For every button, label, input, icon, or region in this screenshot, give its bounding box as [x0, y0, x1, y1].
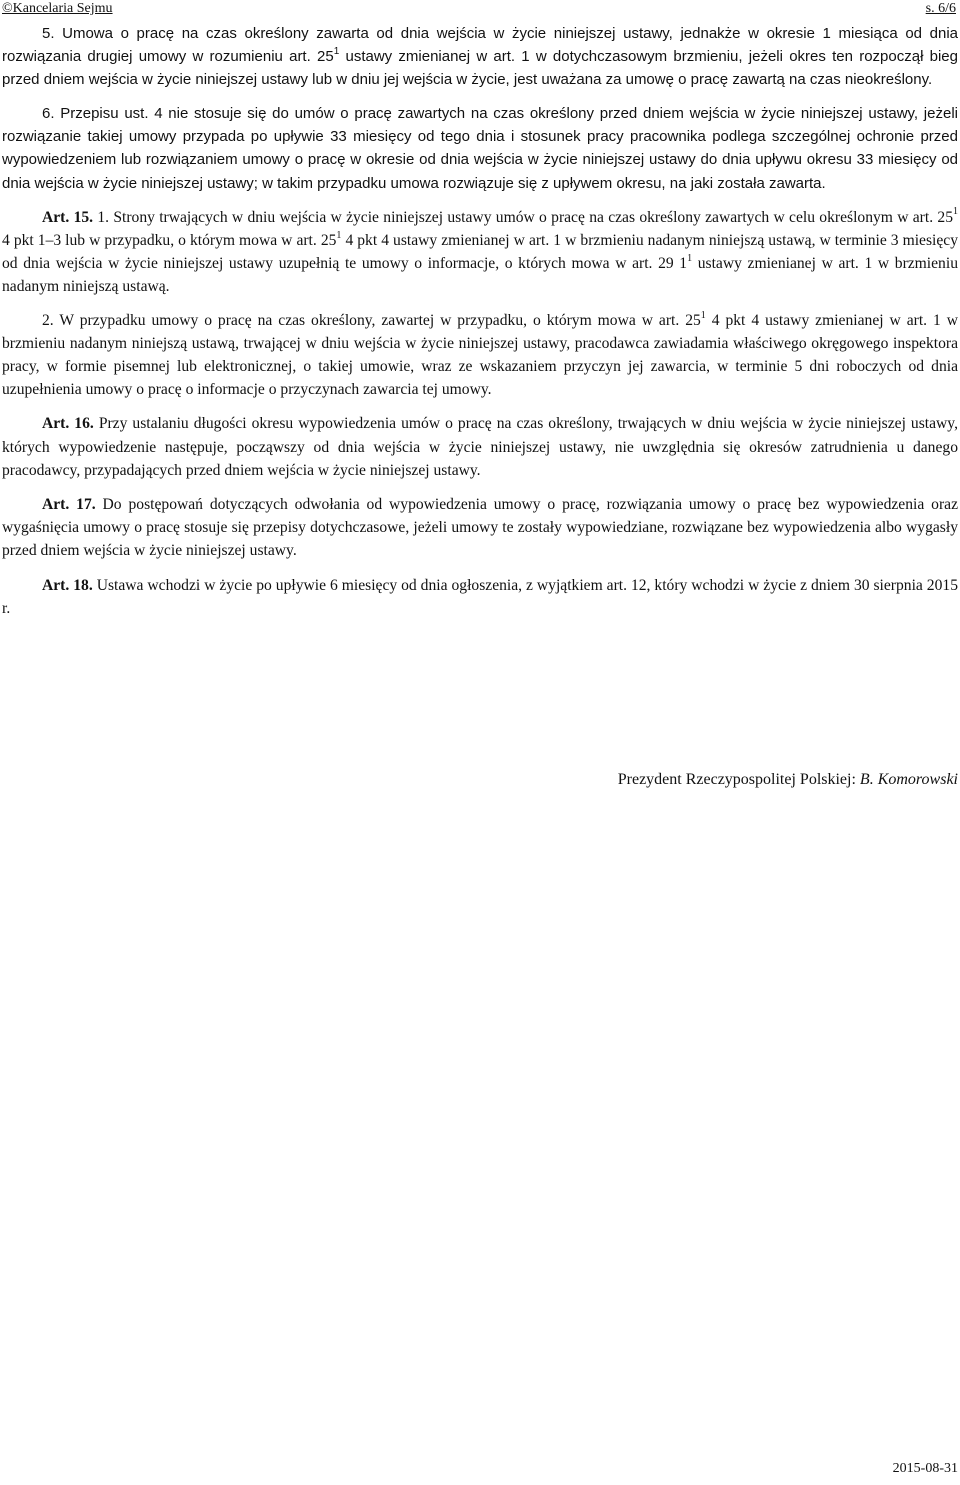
superscript: 1 — [953, 206, 958, 218]
document-body — [2, 22, 958, 620]
article-18-label: Art. 18. — [42, 576, 93, 594]
article-15-2-text-a: 2. W przypadku umowy o pracę na czas określony, zawartej w przypadku, o którym mowa w art. 25 — [42, 312, 701, 330]
article-15-text-b: 4 pkt 1–3 lub w przypadku, o którym mowa w art. 25 — [2, 231, 337, 249]
article-15-text-d: ustawy zmienianej w art. 1 w brzmieniu nadanym niniejszą ustawą. — [2, 254, 958, 295]
paragraph-6-text: 6. Przepisu ust. 4 nie stosuje się do umów o pracę zawartych na czas określony przed dniem wejścia w życie niniejszej ustawy, jeżeli rozwiązanie takiej umowy przypada po upływie 33 miesięcy od tego dnia i stosunek pracy pracownika podlega szczególnej ochronie przed wypowiedzeniem lub rozwiązaniem umowy o pracę w okresie od dnia wejścia w życie niniejszej ustawy do dnia upływu okresu 33 miesięcy od dnia wejścia w życie niniejszej ustawy; w takim przypadku umowa rozwiązuje się z upływem okresu, na jaki została zawarta. — [2, 105, 958, 192]
signature-prefix: Prezydent Rzeczypospolitej Polskiej: — [617, 771, 860, 788]
signature-name: B. Komorowski — [859, 771, 958, 788]
article-16 — [2, 412, 958, 481]
article-15-paragraph-1 — [2, 206, 958, 298]
paragraph-5 — [2, 22, 958, 91]
article-16-label: Art. 16. — [42, 415, 94, 433]
article-17-text: Do postępowań dotyczących odwołania od wypowiedzenia umowy o pracę, rozwiązania umowy o pracę bez wypowiedzenia oraz wygaśnięcia umowy o pracę stosuje się przepisy dotychczasowe, jeżeli umowy te zostały wypowiedziane, rozwiązane bez wypowiedzenia albo wygasły przed dniem wejścia w życie niniejszej ustawy. — [2, 495, 958, 559]
article-15-paragraph-2 — [2, 309, 958, 401]
article-18-text: Ustawa wchodzi w życie po upływie 6 miesięcy od dnia ogłoszenia, z wyjątkiem art. 12, który wchodzi w życie z dniem 30 sierpnia 2015 r. — [2, 576, 958, 618]
paragraph-5-text-a: 5. Umowa o pracę na czas określony zawarta od dnia wejścia w życie niniejszej ustawy, jednakże w okresie 1 miesiąca od dnia rozwiązania drugiej umowy w rozumieniu art. 25 — [2, 25, 958, 66]
article-16-text: Przy ustalaniu długości okresu wypowiedzenia umów o pracę na czas określony, trwających w dniu wejścia w życie niniejszej ustawy, których wypowiedzenie następuje, począwszy od dnia wejścia w życie niniejszej ustawy, nie uwzględnia się okresów zatrudnienia u danego pracodawcy, przypadających przed dniem wejścia w życie niniejszej ustawy. — [2, 415, 958, 479]
president-signature — [618, 771, 958, 789]
article-15-text-c: 4 pkt 4 ustawy zmienianej w art. 1 w brzmieniu nadanym niniejszą ustawą, w terminie 3 miesięcy od dnia wejścia w życie niniejszej ustawy uzupełnią te umowy o informacje, o których mowa w art. 29 1 — [2, 231, 959, 272]
superscript: 1 — [687, 252, 693, 264]
footer-date: 2015-08-31 — [892, 1461, 958, 1476]
article-15-text-a: 1. Strony trwających w dniu wejścia w życie niniejszej ustawy umów o pracę na czas określony zawartych w celu określonym w art. 25 — [93, 208, 953, 226]
page-number: s. 6/6 — [925, 1, 956, 16]
article-18 — [2, 574, 958, 620]
copyright-header: ©Kancelaria Sejmu — [2, 1, 113, 16]
article-15-2-text-b: 4 pkt 4 ustawy zmienianej w art. 1 w brzmieniu nadanym niniejszą ustawą, trwającej w dniu wejścia w życie niniejszej ustawy, pracodawca zawiadamia właściwego okręgowego inspektora pracy, w formie pisemnej lub elektronicznej, o takiej umowie, wraz ze wskazaniem przyczyn jej zawarcia, w terminie 5 dni roboczych od dnia uzupełnienia umowy o pracę o informacje o przyczynach zawarcia tej umowy. — [2, 312, 958, 399]
superscript: 1 — [700, 309, 706, 321]
superscript: 1 — [333, 46, 340, 58]
paragraph-6 — [2, 102, 958, 194]
paragraph-5-text-b: ustawy zmienianej w art. 1 w dotychczasowym brzmieniu, jeżeli okres ten rozpoczął bieg przed dniem wejścia w życie niniejszej ustawy lub w dniu jej wejścia w życie, jest uważana za umowę o pracę zawartą na czas nieokreślony. — [2, 48, 958, 89]
article-17-label: Art. 17. — [42, 495, 96, 513]
superscript: 1 — [336, 229, 342, 241]
article-15-label: Art. 15. — [42, 208, 94, 226]
article-17 — [2, 493, 958, 562]
